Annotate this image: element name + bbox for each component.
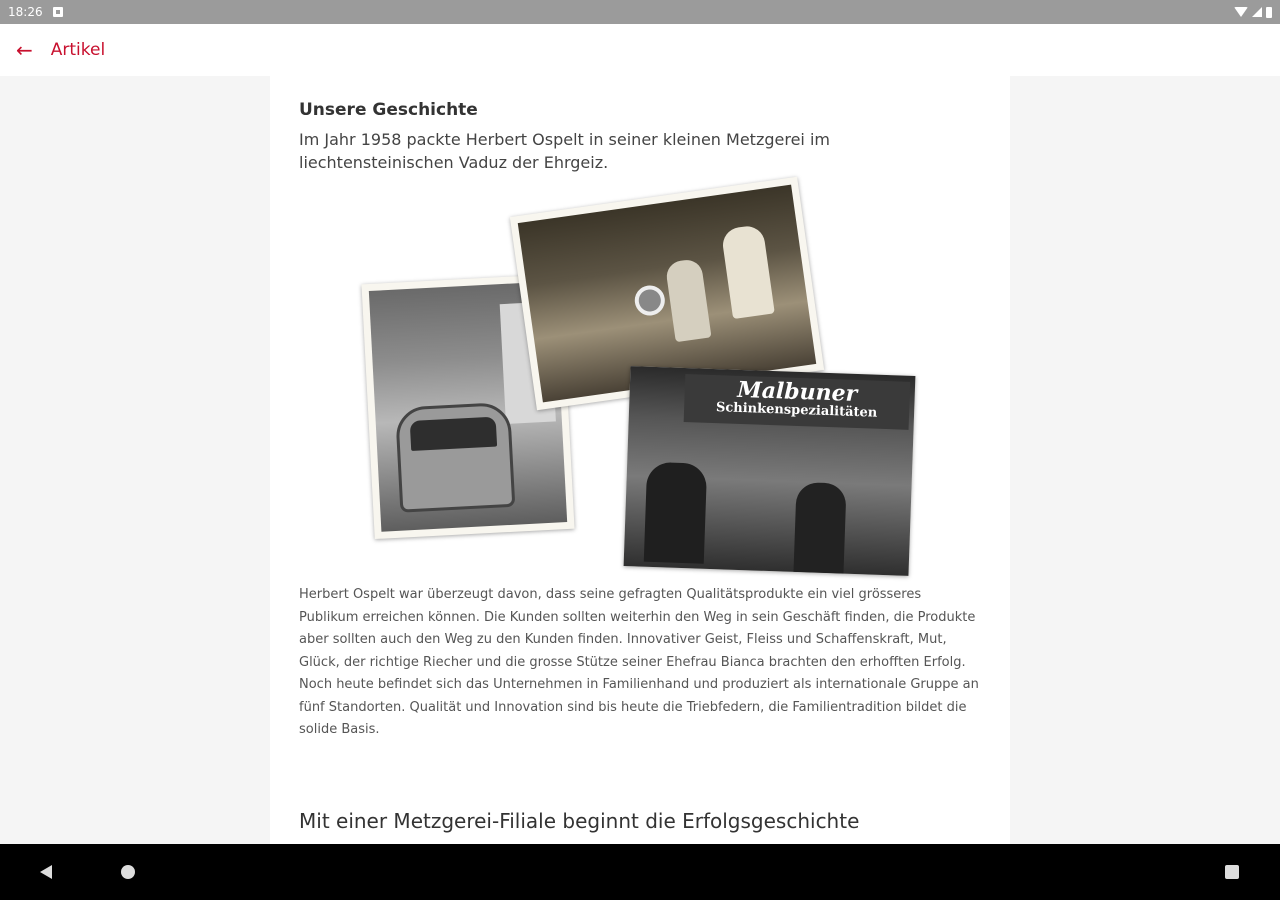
notification-icon — [53, 7, 63, 17]
stand-sign — [684, 374, 911, 430]
body-paragraph: Herbert Ospelt war überzeugt davon, dass seine gefragten Qualitätsprodukte ein viel grösseres Publikum erreichen können. Die Kunden sollten weiterhin den Weg in sein Geschäft finden, die Produkte aber sollten auch den Weg zu den Kunden finden. Innovativer Geist, Fleiss und Schaffenskraft, Mut, Glück, der richtige Riecher und die grosse Stütze seiner Ehefrau Bianca brachten den erhofften Erfolg. Noch heute befindet sich das Unternehmen in Familienhand und produziert als internationale Gruppe an fünf Standorten. Qualität und Innovation sind bis heute die Triebfedern, die Familientradition bildet die solide Basis. — [299, 587, 979, 737]
back-button[interactable] — [16, 40, 105, 60]
stand-sign-brand: Malbuner — [736, 376, 858, 408]
article-card — [270, 76, 1010, 844]
status-time: 18:26 — [8, 5, 43, 19]
history-photo-collage — [270, 174, 1010, 584]
system-nav-bar — [0, 844, 1280, 900]
lead-text: Im Jahr 1958 packte Herbert Ospelt in seiner kleinen Metzgerei im liechtensteinischen Vaduz der Ehrgeiz. — [299, 130, 830, 172]
nav-recents-icon[interactable] — [1225, 865, 1239, 879]
status-bar — [0, 0, 1280, 24]
signal-icon — [1252, 7, 1262, 17]
nav-home-icon[interactable] — [121, 865, 135, 879]
wifi-icon — [1234, 7, 1248, 17]
arrow-left-icon[interactable]: ← — [16, 38, 33, 62]
section-title: Unsere Geschichte — [299, 100, 478, 120]
app-bar — [0, 24, 1280, 76]
nav-back-icon[interactable] — [40, 865, 52, 879]
photo-market-stand — [624, 366, 916, 576]
scroll-container[interactable] — [0, 76, 1280, 844]
subheading: Mit einer Metzgerei-Filiale beginnt die Erfolgsgeschichte — [299, 808, 860, 833]
stand-sign-subtitle: Schinkenspezialitäten — [715, 400, 878, 421]
battery-icon — [1266, 7, 1272, 18]
page-title: Artikel — [50, 40, 106, 60]
